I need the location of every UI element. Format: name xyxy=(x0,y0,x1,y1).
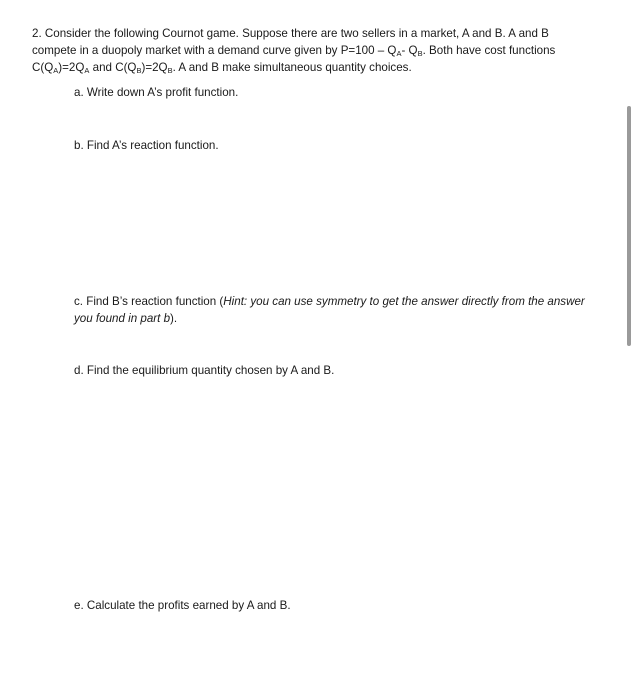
problem-text: compete in a duopoly market with a demand curve given by P=100 – Q xyxy=(32,44,397,57)
part-c-hint: Hint: you can use symmetry to get the answer directly from the answer xyxy=(223,295,585,308)
problem-line-3 xyxy=(32,59,572,76)
problem-text: )=2Q xyxy=(141,61,168,74)
part-c-hint: you found in part b xyxy=(74,312,171,325)
part-e-text: e. Calculate the profits earned by A and B. xyxy=(74,599,291,612)
problem-line-2 xyxy=(32,42,572,59)
problem-text: )=2Q xyxy=(58,61,85,74)
question-part-b xyxy=(74,137,604,154)
part-c-text: c. Find B’s reaction function ( xyxy=(74,295,224,308)
problem-text: and C(Q xyxy=(89,61,137,74)
part-c-text: ). xyxy=(170,312,178,325)
problem-text: C(Q xyxy=(32,61,54,74)
problem-line-1 xyxy=(32,25,572,42)
part-d-text: d. Find the equilibrium quantity chosen by A and B. xyxy=(74,364,335,377)
vertical-scrollbar[interactable] xyxy=(626,0,632,700)
scrollbar-thumb[interactable] xyxy=(627,106,631,346)
subscript: B xyxy=(136,66,142,75)
problem-text: 2. Consider the following Cournot game. Suppose there are two sellers in a market, A and B. A and B xyxy=(32,27,549,40)
subscript: B xyxy=(167,66,173,75)
part-b-text: b. Find A’s reaction function. xyxy=(74,139,219,152)
subscript: A xyxy=(84,66,90,75)
problem-text: - Q xyxy=(401,44,418,57)
subscript: A xyxy=(396,49,402,58)
part-a-text: a. Write down A’s profit function. xyxy=(74,86,239,99)
part-c-line-1 xyxy=(74,293,604,310)
question-part-c xyxy=(74,293,604,327)
question-part-e xyxy=(74,597,604,614)
question-part-a xyxy=(74,84,604,101)
question-part-d xyxy=(74,362,604,379)
problem-statement xyxy=(32,25,572,76)
subscript: A xyxy=(53,66,59,75)
part-c-line-2 xyxy=(74,310,604,327)
problem-text: . A and B make simultaneous quantity choices. xyxy=(172,61,412,74)
problem-text: . Both have cost functions xyxy=(422,44,556,57)
subscript: B xyxy=(417,49,423,58)
